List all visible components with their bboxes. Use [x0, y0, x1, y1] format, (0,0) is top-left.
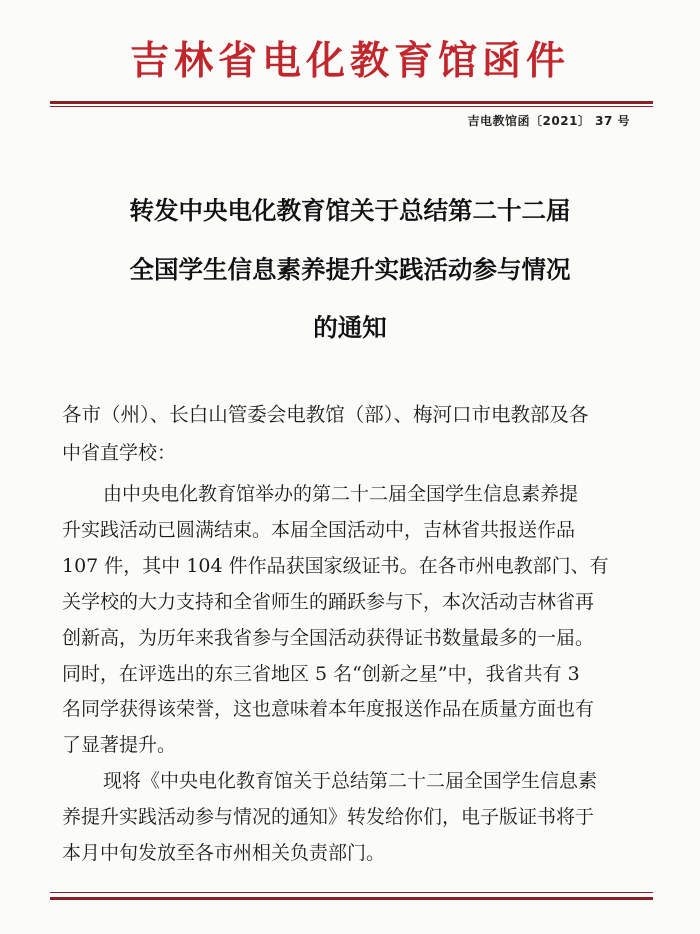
paragraph-2-line: 本月中旬发放至各市州相关负责部门。 [62, 842, 386, 864]
paragraph-2-line: 现将《中央电化教育馆关于总结第二十二届全国学生信息素 [103, 770, 598, 792]
footer-rule-thick [50, 897, 653, 900]
salutation-line-1: 各市（州）、长白山管委会电教馆（部）、梅河口市电教部及各 [62, 403, 589, 426]
document-title-line-2: 全国学生信息素养提升实践活动参与情况 [129, 255, 571, 284]
salutation-line-2: 中省直学校： [62, 442, 177, 464]
paragraph-1-line: 名同学获得该荣誉，这也意味着本年度报送作品在质量方面也有 [62, 698, 595, 720]
paragraph-1-line: 107 件，其中 104 件作品获国家级证书。在各市州电教部门、有 [62, 555, 609, 577]
letterhead-rule-thin [50, 106, 653, 107]
footer-rule-thin [50, 892, 653, 893]
paragraph-1-line: 关学校的大力支持和全省师生的踊跃参与下，本次活动吉林省再 [62, 591, 595, 613]
paragraph-1-line: 创新高，为历年来我省参与全国活动获得证书数量最多的一届。 [62, 627, 595, 649]
paragraph-1-line: 升实践活动已圆满结束。本届全国活动中，吉林省共报送作品 [62, 519, 576, 541]
letterhead-title: 吉林省电化教育馆函件 [129, 38, 570, 84]
paragraph-1-line: 了显著提升。 [62, 734, 177, 756]
document-title-line-3: 的通知 [313, 313, 387, 342]
document-number: 吉电教馆函〔2021〕 37 号 [467, 114, 630, 128]
paragraph-1-line: 由中央电化教育馆举办的第二十二届全国学生信息素养提 [103, 483, 579, 505]
letterhead-rule-thick [50, 101, 653, 104]
paragraph-2-line: 养提升实践活动参与情况的通知》转发给你们，电子版证书将于 [62, 806, 595, 828]
document-title-line-1: 转发中央电化教育馆关于总结第二十二届 [129, 196, 571, 225]
paragraph-1-line: 同时，在评选出的东三省地区 5 名“创新之星”中，我省共有 3 [62, 663, 580, 685]
